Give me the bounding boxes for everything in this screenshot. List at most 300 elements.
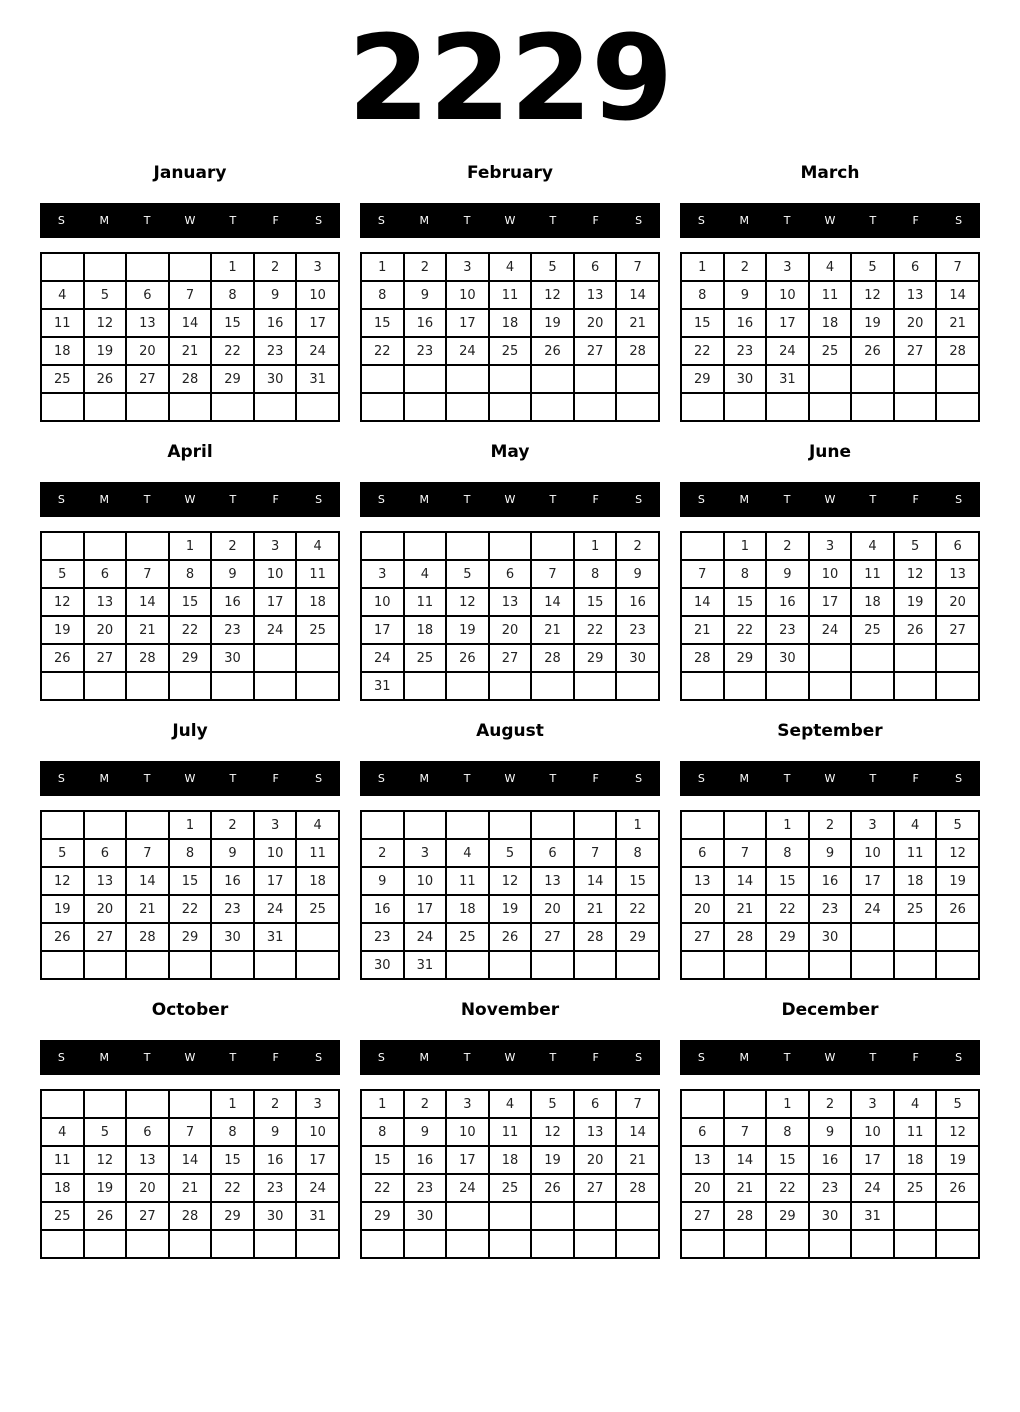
empty-day-cell xyxy=(681,532,724,560)
weekday-label: S xyxy=(635,772,643,786)
empty-day-cell xyxy=(41,393,84,421)
week-row xyxy=(361,532,659,560)
empty-day-cell xyxy=(41,1230,84,1258)
empty-day-cell xyxy=(361,393,404,421)
empty-day-cell xyxy=(126,811,169,839)
empty-day-cell xyxy=(894,923,937,951)
empty-day-cell xyxy=(489,532,532,560)
day-cell: 28 xyxy=(936,337,979,365)
weekday-label: S xyxy=(377,214,385,228)
day-cell: 15 xyxy=(681,309,724,337)
weekday-label: F xyxy=(592,1051,599,1065)
weekday-label: T xyxy=(783,493,791,507)
day-cell: 28 xyxy=(681,644,724,672)
day-cell: 6 xyxy=(489,560,532,588)
day-cell: 16 xyxy=(616,588,659,616)
day-cell: 2 xyxy=(724,253,767,281)
day-cell: 6 xyxy=(574,253,617,281)
day-cell: 19 xyxy=(446,616,489,644)
day-cell: 4 xyxy=(296,811,339,839)
day-cell: 18 xyxy=(489,1146,532,1174)
day-cell: 26 xyxy=(851,337,894,365)
day-cell: 16 xyxy=(211,588,254,616)
day-cell: 22 xyxy=(574,616,617,644)
weekday-label: F xyxy=(592,493,599,507)
day-cell: 30 xyxy=(211,644,254,672)
empty-day-cell xyxy=(766,1230,809,1258)
weekday-label: T xyxy=(229,772,237,786)
day-cell: 24 xyxy=(851,895,894,923)
day-cell: 2 xyxy=(766,532,809,560)
day-cell: 9 xyxy=(254,1118,297,1146)
empty-day-cell xyxy=(851,951,894,979)
day-cell: 7 xyxy=(126,560,169,588)
week-row xyxy=(41,923,339,951)
weekday-label: T xyxy=(143,493,151,507)
week-row xyxy=(41,1118,339,1146)
weekday-label: T xyxy=(869,1051,877,1065)
empty-day-cell xyxy=(296,1230,339,1258)
day-cell: 17 xyxy=(296,309,339,337)
day-cell: 24 xyxy=(404,923,447,951)
weekday-label: F xyxy=(592,772,599,786)
day-cell: 16 xyxy=(766,588,809,616)
weekday-label: T xyxy=(549,493,557,507)
empty-day-cell xyxy=(894,365,937,393)
day-cell: 23 xyxy=(809,1174,852,1202)
week-row xyxy=(681,1118,979,1146)
day-cell: 13 xyxy=(681,867,724,895)
day-cell: 31 xyxy=(254,923,297,951)
day-cell: 10 xyxy=(809,560,852,588)
day-cell: 15 xyxy=(766,1146,809,1174)
empty-day-cell xyxy=(574,393,617,421)
day-cell: 25 xyxy=(809,337,852,365)
day-cell: 21 xyxy=(126,616,169,644)
day-cell: 8 xyxy=(169,839,212,867)
day-cell: 9 xyxy=(211,560,254,588)
day-cell: 17 xyxy=(361,616,404,644)
day-cell: 23 xyxy=(724,337,767,365)
empty-day-cell xyxy=(936,1230,979,1258)
month-day-table xyxy=(360,252,660,422)
week-row xyxy=(361,644,659,672)
day-cell: 13 xyxy=(681,1146,724,1174)
month-day-table xyxy=(40,531,340,701)
day-cell: 21 xyxy=(169,337,212,365)
day-cell: 7 xyxy=(531,560,574,588)
month-day-table xyxy=(680,810,980,980)
month-day-table xyxy=(40,252,340,422)
month-title: January xyxy=(153,163,227,184)
empty-day-cell xyxy=(894,1202,937,1230)
day-cell: 7 xyxy=(724,839,767,867)
day-cell: 25 xyxy=(894,1174,937,1202)
month-day-table-body xyxy=(681,1090,979,1258)
day-cell: 17 xyxy=(404,895,447,923)
empty-day-cell xyxy=(936,951,979,979)
empty-day-cell xyxy=(296,672,339,700)
day-cell: 3 xyxy=(809,532,852,560)
day-cell: 30 xyxy=(254,365,297,393)
day-cell: 10 xyxy=(766,281,809,309)
day-cell: 4 xyxy=(41,1118,84,1146)
weekday-label: M xyxy=(99,772,110,786)
day-cell: 20 xyxy=(84,616,127,644)
month-day-table xyxy=(680,531,980,701)
day-cell: 6 xyxy=(574,1090,617,1118)
day-cell: 7 xyxy=(616,253,659,281)
day-cell: 15 xyxy=(361,309,404,337)
day-cell: 1 xyxy=(681,253,724,281)
day-cell: 28 xyxy=(574,923,617,951)
day-cell: 8 xyxy=(681,281,724,309)
week-row xyxy=(361,839,659,867)
day-cell: 15 xyxy=(169,867,212,895)
empty-day-cell xyxy=(936,365,979,393)
weekday-label: T xyxy=(143,214,151,228)
empty-day-cell xyxy=(84,1090,127,1118)
day-cell: 11 xyxy=(489,281,532,309)
day-cell: 12 xyxy=(531,1118,574,1146)
empty-day-cell xyxy=(574,811,617,839)
weekday-label: M xyxy=(739,1051,750,1065)
empty-day-cell xyxy=(851,672,894,700)
empty-day-cell xyxy=(851,1230,894,1258)
weekday-label: S xyxy=(697,1051,705,1065)
empty-day-cell xyxy=(169,951,212,979)
day-cell: 3 xyxy=(296,1090,339,1118)
month-day-table-body xyxy=(361,253,659,421)
day-cell: 19 xyxy=(489,895,532,923)
weekday-label: S xyxy=(315,1051,323,1065)
month-day-table xyxy=(680,1089,980,1259)
day-cell: 20 xyxy=(489,616,532,644)
day-cell: 1 xyxy=(169,532,212,560)
month-title: May xyxy=(490,442,530,463)
day-cell: 31 xyxy=(766,365,809,393)
day-cell: 20 xyxy=(894,309,937,337)
weekday-label: F xyxy=(272,493,279,507)
day-cell: 29 xyxy=(361,1202,404,1230)
day-cell: 26 xyxy=(446,644,489,672)
day-cell: 16 xyxy=(361,895,404,923)
weekday-label: W xyxy=(184,493,196,507)
week-row xyxy=(41,337,339,365)
day-cell: 24 xyxy=(361,644,404,672)
weekday-label: T xyxy=(463,214,471,228)
day-cell: 16 xyxy=(211,867,254,895)
month-title: March xyxy=(800,163,860,184)
weekday-label: T xyxy=(463,493,471,507)
week-row xyxy=(41,281,339,309)
day-cell: 29 xyxy=(169,644,212,672)
month-day-table xyxy=(360,1089,660,1259)
day-cell: 13 xyxy=(574,281,617,309)
day-cell: 10 xyxy=(254,839,297,867)
day-cell: 29 xyxy=(766,1202,809,1230)
day-cell: 22 xyxy=(211,1174,254,1202)
empty-day-cell xyxy=(531,1230,574,1258)
day-cell: 10 xyxy=(851,839,894,867)
day-cell: 2 xyxy=(211,532,254,560)
empty-day-cell xyxy=(446,672,489,700)
week-row xyxy=(681,895,979,923)
empty-day-cell xyxy=(404,1230,447,1258)
day-cell: 3 xyxy=(851,1090,894,1118)
empty-day-cell xyxy=(41,253,84,281)
empty-day-cell xyxy=(724,672,767,700)
day-cell: 22 xyxy=(681,337,724,365)
day-cell: 18 xyxy=(296,867,339,895)
week-row xyxy=(41,1174,339,1202)
empty-day-cell xyxy=(169,672,212,700)
weekday-label: W xyxy=(184,1051,196,1065)
empty-day-cell xyxy=(574,365,617,393)
day-cell: 9 xyxy=(616,560,659,588)
day-cell: 17 xyxy=(254,588,297,616)
weekday-label: T xyxy=(869,772,877,786)
day-cell: 3 xyxy=(766,253,809,281)
day-cell: 25 xyxy=(41,365,84,393)
weekday-label: S xyxy=(377,493,385,507)
day-cell: 9 xyxy=(254,281,297,309)
day-cell: 23 xyxy=(254,337,297,365)
empty-day-cell xyxy=(84,951,127,979)
day-cell: 7 xyxy=(616,1090,659,1118)
day-cell: 3 xyxy=(361,560,404,588)
weekday-label: S xyxy=(955,772,963,786)
day-cell: 20 xyxy=(574,309,617,337)
week-row xyxy=(41,253,339,281)
day-cell: 20 xyxy=(681,1174,724,1202)
empty-day-cell xyxy=(126,532,169,560)
weekday-label: M xyxy=(419,214,430,228)
weekday-label: T xyxy=(143,1051,151,1065)
empty-day-cell xyxy=(296,644,339,672)
day-cell: 1 xyxy=(766,1090,809,1118)
week-row xyxy=(361,1174,659,1202)
weekday-label: F xyxy=(912,493,919,507)
day-cell: 13 xyxy=(894,281,937,309)
day-cell: 26 xyxy=(531,1174,574,1202)
day-cell: 30 xyxy=(809,923,852,951)
empty-day-cell xyxy=(531,365,574,393)
day-cell: 29 xyxy=(616,923,659,951)
empty-day-cell xyxy=(681,951,724,979)
day-cell: 12 xyxy=(41,588,84,616)
empty-day-cell xyxy=(211,393,254,421)
day-cell: 10 xyxy=(254,560,297,588)
weekday-label: S xyxy=(315,772,323,786)
day-cell: 15 xyxy=(724,588,767,616)
week-row xyxy=(361,309,659,337)
day-cell: 14 xyxy=(936,281,979,309)
day-cell: 17 xyxy=(851,1146,894,1174)
day-cell: 18 xyxy=(296,588,339,616)
weekday-label: T xyxy=(783,772,791,786)
week-row xyxy=(681,253,979,281)
weekday-label: M xyxy=(419,772,430,786)
month-day-table-body xyxy=(41,1090,339,1258)
weekday-label: M xyxy=(419,1051,430,1065)
day-cell: 6 xyxy=(681,1118,724,1146)
day-cell: 25 xyxy=(296,895,339,923)
week-row xyxy=(681,839,979,867)
empty-day-cell xyxy=(531,1202,574,1230)
empty-day-cell xyxy=(446,393,489,421)
weekday-label: M xyxy=(99,214,110,228)
day-cell: 27 xyxy=(84,923,127,951)
day-cell: 15 xyxy=(169,588,212,616)
day-cell: 26 xyxy=(41,644,84,672)
week-row xyxy=(681,1174,979,1202)
empty-day-cell xyxy=(936,1202,979,1230)
day-cell: 26 xyxy=(41,923,84,951)
day-cell: 14 xyxy=(169,1146,212,1174)
week-row xyxy=(681,560,979,588)
day-cell: 22 xyxy=(169,895,212,923)
weekday-label: T xyxy=(549,1051,557,1065)
weekday-header-bar xyxy=(360,1040,660,1075)
empty-day-cell xyxy=(84,672,127,700)
day-cell: 9 xyxy=(724,281,767,309)
month-block xyxy=(40,719,340,980)
month-title: February xyxy=(466,163,554,184)
empty-day-cell xyxy=(616,1202,659,1230)
day-cell: 11 xyxy=(404,588,447,616)
day-cell: 1 xyxy=(169,811,212,839)
day-cell: 4 xyxy=(894,1090,937,1118)
day-cell: 25 xyxy=(489,1174,532,1202)
empty-day-cell xyxy=(809,951,852,979)
week-row xyxy=(681,1202,979,1230)
day-cell: 19 xyxy=(936,867,979,895)
weekday-label: W xyxy=(824,1051,836,1065)
day-cell: 3 xyxy=(446,1090,489,1118)
month-day-table xyxy=(40,1089,340,1259)
empty-day-cell xyxy=(41,672,84,700)
day-cell: 6 xyxy=(126,1118,169,1146)
day-cell: 13 xyxy=(574,1118,617,1146)
day-cell: 19 xyxy=(851,309,894,337)
month-block xyxy=(360,719,660,980)
day-cell: 19 xyxy=(41,616,84,644)
week-row xyxy=(681,365,979,393)
day-cell: 11 xyxy=(296,839,339,867)
day-cell: 27 xyxy=(84,644,127,672)
day-cell: 9 xyxy=(404,1118,447,1146)
day-cell: 21 xyxy=(936,309,979,337)
empty-day-cell xyxy=(766,951,809,979)
weekday-label: S xyxy=(57,493,65,507)
day-cell: 2 xyxy=(211,811,254,839)
empty-day-cell xyxy=(616,951,659,979)
week-row xyxy=(41,644,339,672)
day-cell: 5 xyxy=(41,560,84,588)
day-cell: 31 xyxy=(851,1202,894,1230)
day-cell: 30 xyxy=(254,1202,297,1230)
day-cell: 4 xyxy=(489,253,532,281)
day-cell: 5 xyxy=(936,1090,979,1118)
day-cell: 10 xyxy=(296,1118,339,1146)
empty-day-cell xyxy=(894,672,937,700)
day-cell: 5 xyxy=(84,1118,127,1146)
day-cell: 21 xyxy=(531,616,574,644)
week-row xyxy=(681,616,979,644)
weekday-header-bar xyxy=(40,761,340,796)
empty-day-cell xyxy=(404,393,447,421)
empty-day-cell xyxy=(84,811,127,839)
day-cell: 20 xyxy=(936,588,979,616)
day-cell: 5 xyxy=(851,253,894,281)
weekday-header-bar xyxy=(40,203,340,238)
day-cell: 30 xyxy=(361,951,404,979)
weekday-label: S xyxy=(315,214,323,228)
day-cell: 26 xyxy=(936,895,979,923)
empty-day-cell xyxy=(531,393,574,421)
weekday-label: S xyxy=(697,493,705,507)
empty-day-cell xyxy=(574,1230,617,1258)
day-cell: 16 xyxy=(254,309,297,337)
day-cell: 11 xyxy=(41,1146,84,1174)
month-day-table-body xyxy=(41,532,339,700)
day-cell: 27 xyxy=(126,1202,169,1230)
day-cell: 8 xyxy=(574,560,617,588)
day-cell: 4 xyxy=(809,253,852,281)
day-cell: 8 xyxy=(211,1118,254,1146)
day-cell: 9 xyxy=(809,839,852,867)
empty-day-cell xyxy=(681,393,724,421)
day-cell: 8 xyxy=(766,1118,809,1146)
empty-day-cell xyxy=(681,811,724,839)
day-cell: 2 xyxy=(616,532,659,560)
day-cell: 11 xyxy=(809,281,852,309)
day-cell: 17 xyxy=(446,309,489,337)
day-cell: 29 xyxy=(724,644,767,672)
empty-day-cell xyxy=(41,532,84,560)
day-cell: 2 xyxy=(404,1090,447,1118)
day-cell: 6 xyxy=(126,281,169,309)
day-cell: 11 xyxy=(296,560,339,588)
weekday-label: F xyxy=(272,214,279,228)
day-cell: 19 xyxy=(531,309,574,337)
day-cell: 6 xyxy=(936,532,979,560)
day-cell: 7 xyxy=(574,839,617,867)
month-day-table-body xyxy=(361,532,659,700)
day-cell: 19 xyxy=(531,1146,574,1174)
day-cell: 17 xyxy=(446,1146,489,1174)
day-cell: 4 xyxy=(489,1090,532,1118)
day-cell: 21 xyxy=(574,895,617,923)
day-cell: 27 xyxy=(894,337,937,365)
empty-day-cell xyxy=(809,365,852,393)
day-cell: 27 xyxy=(681,1202,724,1230)
month-block xyxy=(680,998,980,1259)
empty-day-cell xyxy=(361,1230,404,1258)
day-cell: 3 xyxy=(446,253,489,281)
month-block xyxy=(680,161,980,422)
weekday-label: S xyxy=(635,1051,643,1065)
empty-day-cell xyxy=(724,393,767,421)
day-cell: 10 xyxy=(296,281,339,309)
month-day-table-body xyxy=(361,811,659,979)
empty-day-cell xyxy=(574,1202,617,1230)
week-row xyxy=(681,588,979,616)
day-cell: 13 xyxy=(531,867,574,895)
day-cell: 21 xyxy=(681,616,724,644)
empty-day-cell xyxy=(169,1090,212,1118)
